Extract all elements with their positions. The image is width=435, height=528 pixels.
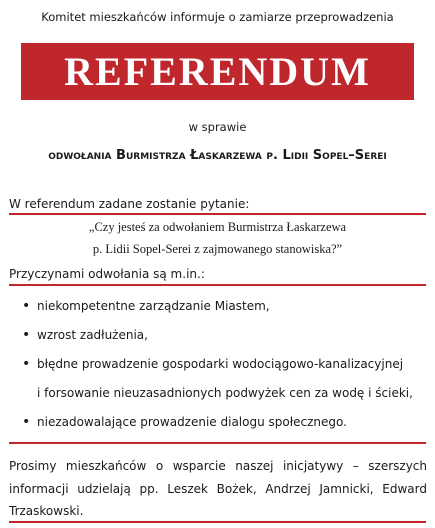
question-line-1: „Czy jesteś za odwołaniem Burmistrza Łaskarzewa [88,220,347,234]
intro-text: Komitet mieszkańców informuje o zamiarze przeprowadzenia [41,10,394,24]
referendum-banner [21,43,414,100]
reasons-label: Przyczynami odwołania są m.in.: [9,267,205,281]
closing-rule-top [9,442,426,444]
closing-rule-bottom [9,521,426,523]
list-item-text: i forsowanie nieuzasadnionych podwyżek cen za wodę i ścieki, [37,386,413,400]
bullet-icon: • [22,298,31,314]
list-item-text: niekompetentne zarządzanie Miastem, [37,299,270,313]
bullet-icon: • [22,327,31,343]
list-item [22,350,413,379]
list-item [22,408,413,437]
question-label: W referendum zadane zostanie pytanie: [9,197,250,211]
question-rule [9,213,426,215]
closing-paragraph: Prosimy mieszkańców o wsparcie naszej inicjatywy – szerszych informacji udzielają pp. Leszek Bożek, Andrzej Jamnicki, Edward Trzaskowski. [9,459,427,518]
list-item-continuation [22,379,413,408]
in-matter-text: w sprawie [188,120,247,134]
reasons-rule [9,284,426,286]
bullet-icon: • [22,356,31,372]
list-item [22,292,413,321]
list-item-text: wzrost zadłużenia, [37,328,148,342]
bullet-icon: • [22,414,31,430]
referendum-question [0,216,435,260]
list-item-text: błędne prowadzenie gospodarki wodociągowo-kanalizacyjnej [37,357,404,371]
list-item [22,321,413,350]
banner-title: REFERENDUM [64,48,371,94]
list-item-text: niezadowalające prowadzenie dialogu społecznego. [37,415,347,429]
reasons-list [22,292,413,437]
subject-heading: odwołania Burmistrza Łaskarzewa p. Lidii Sopel–Serei [48,148,387,163]
question-line-2: p. Lidii Sopel-Serei z zajmowanego stanowiska?” [92,242,343,256]
